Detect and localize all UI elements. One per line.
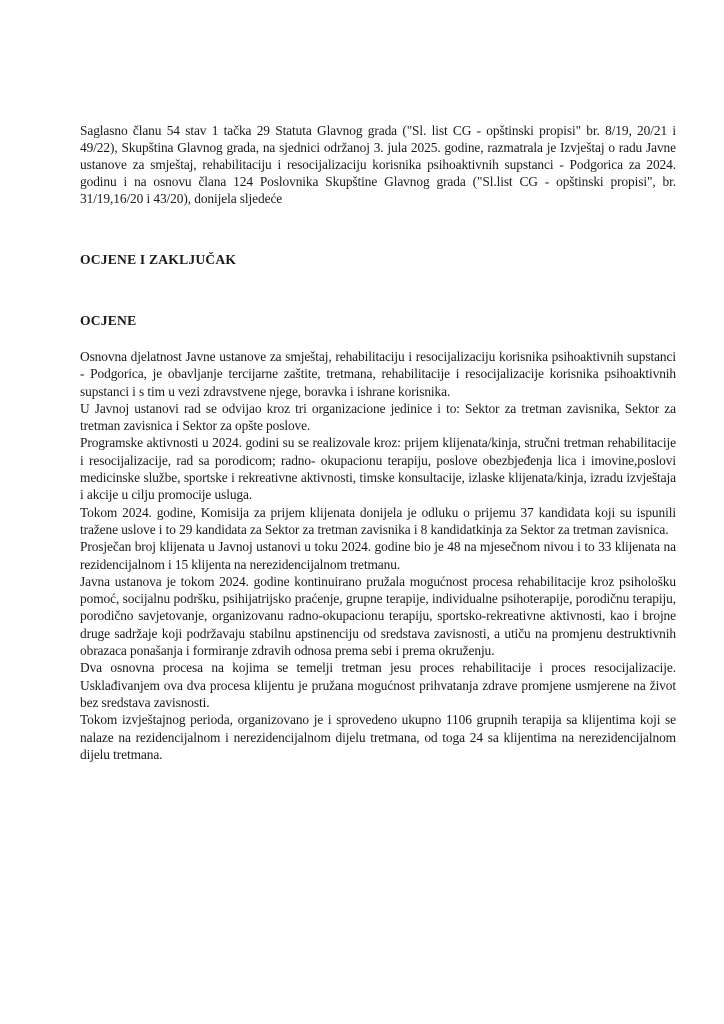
paragraph: Tokom 2024. godine, Komisija za prijem klijenata donijela je odluku o prijemu 37 kandidata koji su ispunili tražene uslove i to 29 kandidata za Sektor za tretman zavisnika i 8 kandidatkinja za Sektor za tretman zavisnica. (80, 504, 676, 537)
paragraph: Programske aktivnosti u 2024. godini su se realizovale kroz: prijem klijenata/kinja, stručni tretman rehabilitacije i resocijalizacije, rad sa porodicom; radno- okupacionu terapiju, poslove obezbjeđenja lica i imovine,poslovi medicinske službe, sportske i rekreativne aktivnosti, timske konsultacije, izlaske klijenata/kinja, izradu izvještaja i akcije u cilju promocije usluga. (80, 435, 676, 503)
paragraph: Dva osnovna procesa na kojima se temelji tretman jesu proces rehabilitacije i proces resocijalizacije. Usklađivanjem ova dva procesa klijentu je pružana mogućnost prihvatanja zdrave promjene usmjerene na život bez sredstava zavisnosti. (80, 660, 676, 710)
paragraph: Osnovna djelatnost Javne ustanove za smještaj, rehabilitaciju i resocijalizaciju korisnika psihoaktivnih supstanci - Podgorica, je obavljanje tercijarne zaštite, tretmana, rehabilitacije i resocijalizacije korisnika psihoaktivnih supstanci i s tim u vezi zdravstvene njege, boravka i ishrane korisnika. (80, 349, 676, 399)
section-body (80, 348, 676, 763)
intro-paragraph: Saglasno članu 54 stav 1 tačka 29 Statuta Glavnog grada ("Sl. list CG - opštinski propisi" br. 8/19, 20/21 i 49/22), Skupština Glavnog grada, na sjednici održanoj 3. jula 2025. godine, razmatrala je Izvještaj o radu Javne ustanove za smještaj, rehabilitaciju i resocijalizaciju korisnika psihoaktivnih supstanci - Podgorica za 2024. godinu i na osnovu člana 124 Poslovnika Skupštine Glavnog grada ("Sl.list CG - opštinski propisi", br. 31/19,16/20 i 43/20), donijela sljedeće (80, 123, 676, 206)
paragraph: Tokom izvještajnog perioda, organizovano je i sprovedeno ukupno 1106 grupnih terapija sa klijentima koji se nalaze na rezidencijalnom i nerezidencijalnom dijelu tretmana, od toga 24 sa klijentima na nerezidencijalnom dijelu tretmana. (80, 712, 676, 762)
paragraph: U Javnoj ustanovi rad se odvijao kroz tri organizacione jedinice i to: Sektor za tretman zavisnika, Sektor za tretman zavisnica i Sektor za opšte poslove. (80, 400, 676, 434)
paragraph: Javna ustanova je tokom 2024. godine kontinuirano pružala mogućnost procesa rehabilitacije kroz psihološku pomoć, socijalnu podršku, psihijatrijsko praćenje, grupne terapije, individualne psihoterapije, porodičnu terapiju, porodično savjetovanje, organizovanu radno-okupacionu terapiju, sportsko-rekreativne aktivnosti, kao i brojne druge sadržaje koji podržavaju stabilnu apstinenciju od sredstava zavisnosti, a utiču na promjenu destruktivnih obrazaca ponašanja i formiranje zdravih odnosa prema sebi i prema okruženju. (80, 573, 676, 659)
paragraph: Prosječan broj klijenata u Javnoj ustanovi u toku 2024. godine bio je 48 na mjesečnom nivou i to 33 klijenata na rezidencijalnom i 15 klijenta na nerezidencijalnom tretmanu. (80, 539, 676, 572)
document-title: OCJENE I ZAKLJUČAK (80, 252, 237, 267)
section-heading: OCJENE (80, 313, 137, 328)
